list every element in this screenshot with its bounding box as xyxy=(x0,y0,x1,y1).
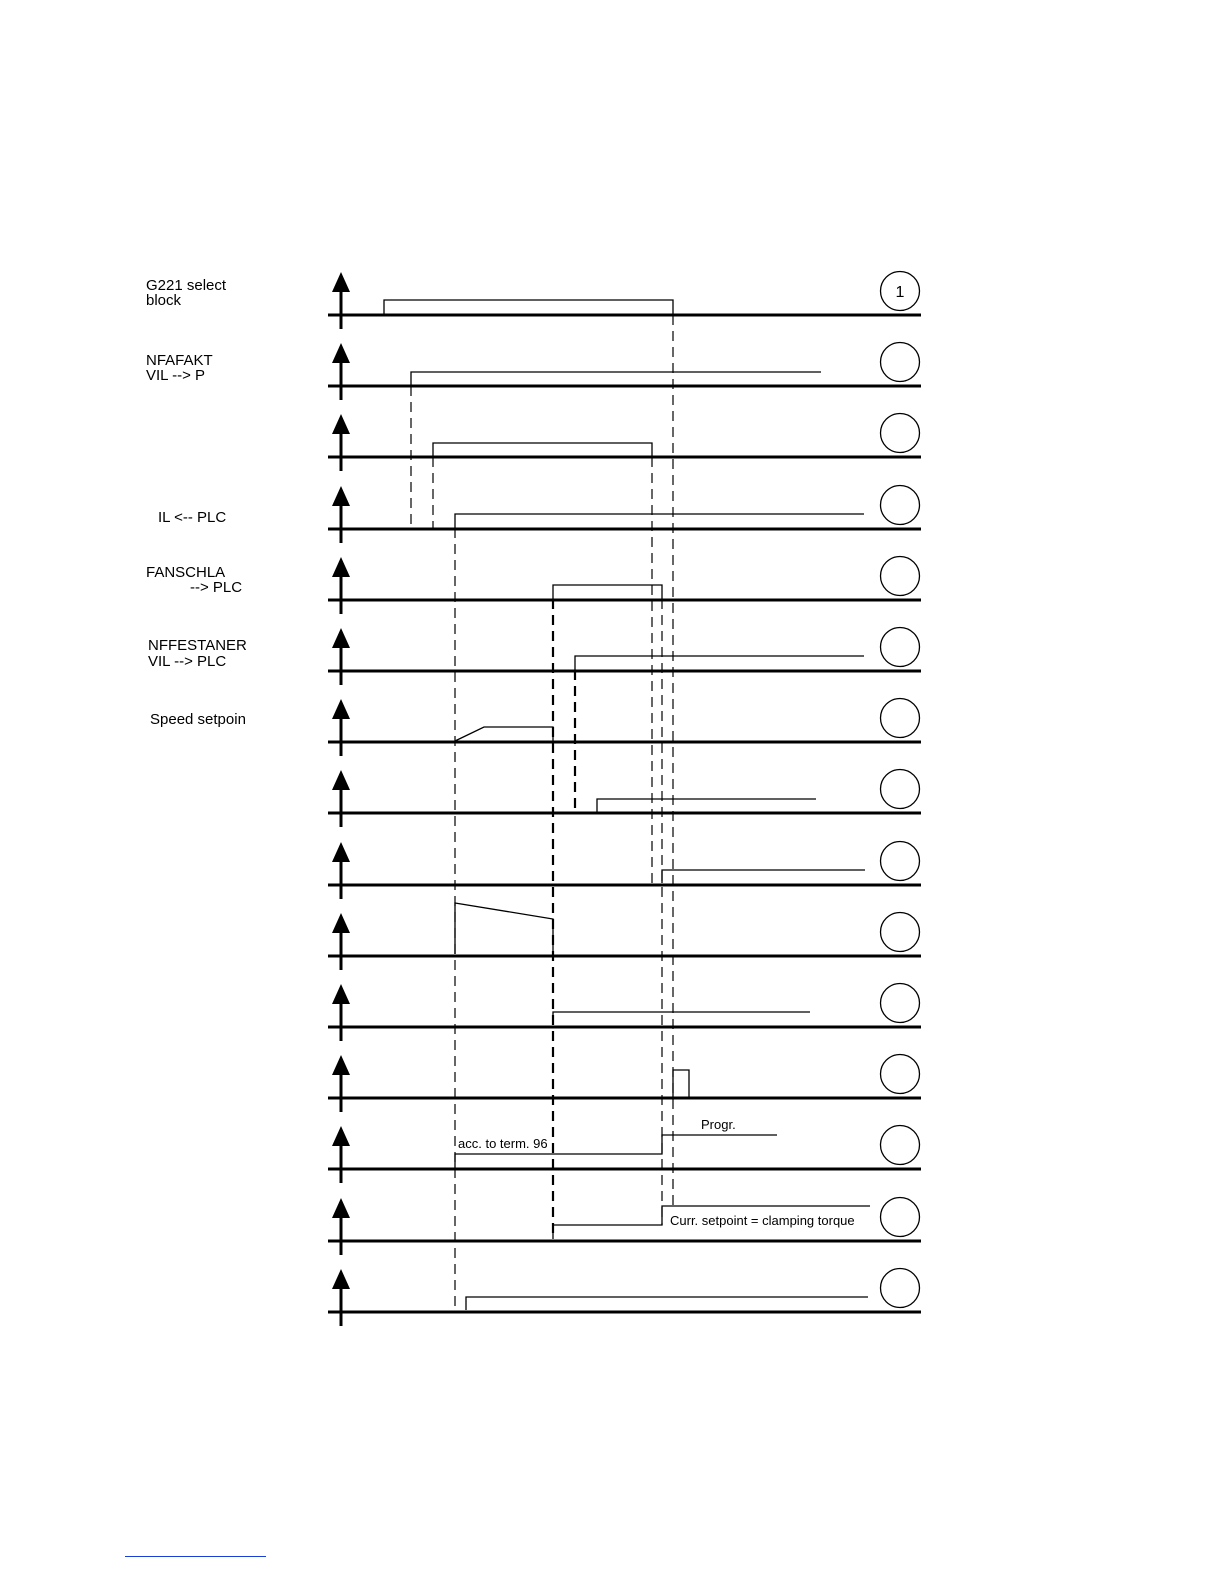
trace-row12 xyxy=(673,1070,689,1097)
arrow-up-icon xyxy=(332,272,350,292)
row-number-circles xyxy=(881,272,920,1308)
row-circle-row9 xyxy=(881,842,920,881)
row-circle-row8 xyxy=(881,770,920,809)
arrow-up-icon xyxy=(332,1055,350,1075)
label-g221-line2: block xyxy=(146,292,182,309)
arrow-up-icon xyxy=(332,1198,350,1218)
row-circle-row13 xyxy=(881,1126,920,1165)
trace-il xyxy=(455,514,864,528)
arrow-up-icon xyxy=(332,770,350,790)
arrow-up-icon xyxy=(332,414,350,434)
row-circle-row10 xyxy=(881,913,920,952)
trace-g221 xyxy=(384,300,673,315)
annotations xyxy=(458,1117,855,1228)
annotation-progr: Progr. xyxy=(701,1117,736,1132)
trace-nffestaner xyxy=(575,656,864,670)
row-circle-row3 xyxy=(881,414,920,453)
row-number-g221: 1 xyxy=(895,284,905,301)
row-circle-row12 xyxy=(881,1055,920,1094)
arrow-up-icon xyxy=(332,1126,350,1146)
row-circle-nffestaner xyxy=(881,628,920,667)
trace-row11 xyxy=(553,1012,810,1025)
trace-row3 xyxy=(433,443,652,457)
trace-row15 xyxy=(466,1297,868,1310)
signal-labels xyxy=(146,277,247,728)
arrow-up-icon xyxy=(332,699,350,719)
footer-link-line[interactable] xyxy=(125,1556,266,1557)
row-circle-il xyxy=(881,486,920,525)
trace-speed xyxy=(455,727,553,741)
label-il: IL <-- PLC xyxy=(158,509,227,526)
row-circle-fanschla xyxy=(881,557,920,596)
trace-nfafakt xyxy=(411,372,821,386)
trace-row8 xyxy=(597,799,816,812)
label-fanschla-line2: --> PLC xyxy=(190,579,243,596)
trace-row10 xyxy=(455,903,553,954)
row-circle-row11 xyxy=(881,984,920,1023)
arrow-up-icon xyxy=(332,557,350,577)
label-nfafakt-line2: VIL --> P xyxy=(146,367,206,384)
arrow-up-icon xyxy=(332,1269,350,1289)
row-circle-speed xyxy=(881,699,920,738)
label-nfafakt-line1: NFAFAKT xyxy=(146,352,213,369)
label-speed: Speed setpoin xyxy=(150,711,246,728)
arrow-up-icon xyxy=(332,343,350,363)
annotation-clamping: Curr. setpoint = clamping torque xyxy=(670,1213,855,1228)
arrow-up-icon xyxy=(332,628,350,648)
signal-traces xyxy=(384,300,870,1310)
label-g221-line1: G221 select xyxy=(146,277,227,294)
arrow-up-icon xyxy=(332,842,350,862)
row-circle-nfafakt xyxy=(881,343,920,382)
arrow-up-icon xyxy=(332,486,350,506)
label-nffestaner-line1: NFFESTANER xyxy=(148,637,247,654)
arrow-up-icon xyxy=(332,913,350,933)
trace-row9 xyxy=(662,870,865,883)
arrow-up-icon xyxy=(332,984,350,1004)
annotation-acc-term: acc. to term. 96 xyxy=(458,1136,548,1151)
label-fanschla-line1: FANSCHLA xyxy=(146,564,226,581)
label-nffestaner-line2: VIL --> PLC xyxy=(148,653,227,670)
row-circle-row14 xyxy=(881,1198,920,1237)
row-circle-row15 xyxy=(881,1269,920,1308)
trace-fanschla xyxy=(553,585,662,599)
